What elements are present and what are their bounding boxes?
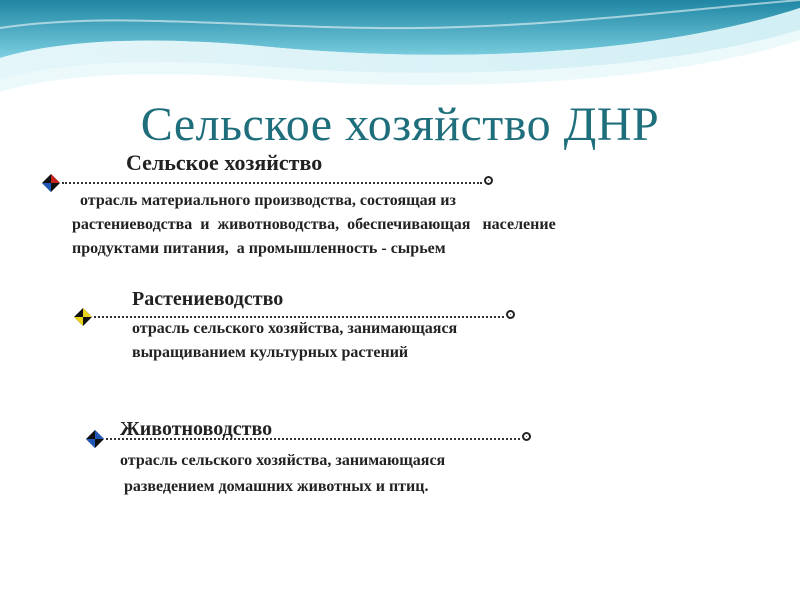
section-line: отрасль сельского хозяйства, занимающаяся: [132, 320, 458, 337]
section-heading: Растениеводство: [132, 288, 284, 310]
section-line: растениеводства и животноводства, обеспечивающая население: [72, 216, 556, 233]
section-line: отрасль сельского хозяйства, занимающаяся: [120, 452, 446, 469]
section-line: выращиванием культурных растений: [132, 344, 409, 361]
slide-title: Сельское хозяйство ДНР: [140, 98, 660, 151]
section-line: разведением домашних животных и птиц.: [124, 478, 429, 495]
ring-dot-icon: [484, 176, 493, 185]
dotted-leader: [62, 180, 482, 184]
section-heading: Животноводство: [120, 418, 273, 440]
diamond-bullet-icon: [42, 174, 60, 192]
section-line: отрасль материального производства, состоящая из: [80, 192, 456, 209]
section-line: продуктами питания, а промышленность - сырьем: [72, 240, 446, 257]
diamond-bullet-icon: [86, 430, 104, 448]
ring-dot-icon: [522, 432, 531, 441]
section-heading: Сельское хозяйство: [126, 150, 323, 175]
diamond-bullet-icon: [74, 308, 92, 326]
